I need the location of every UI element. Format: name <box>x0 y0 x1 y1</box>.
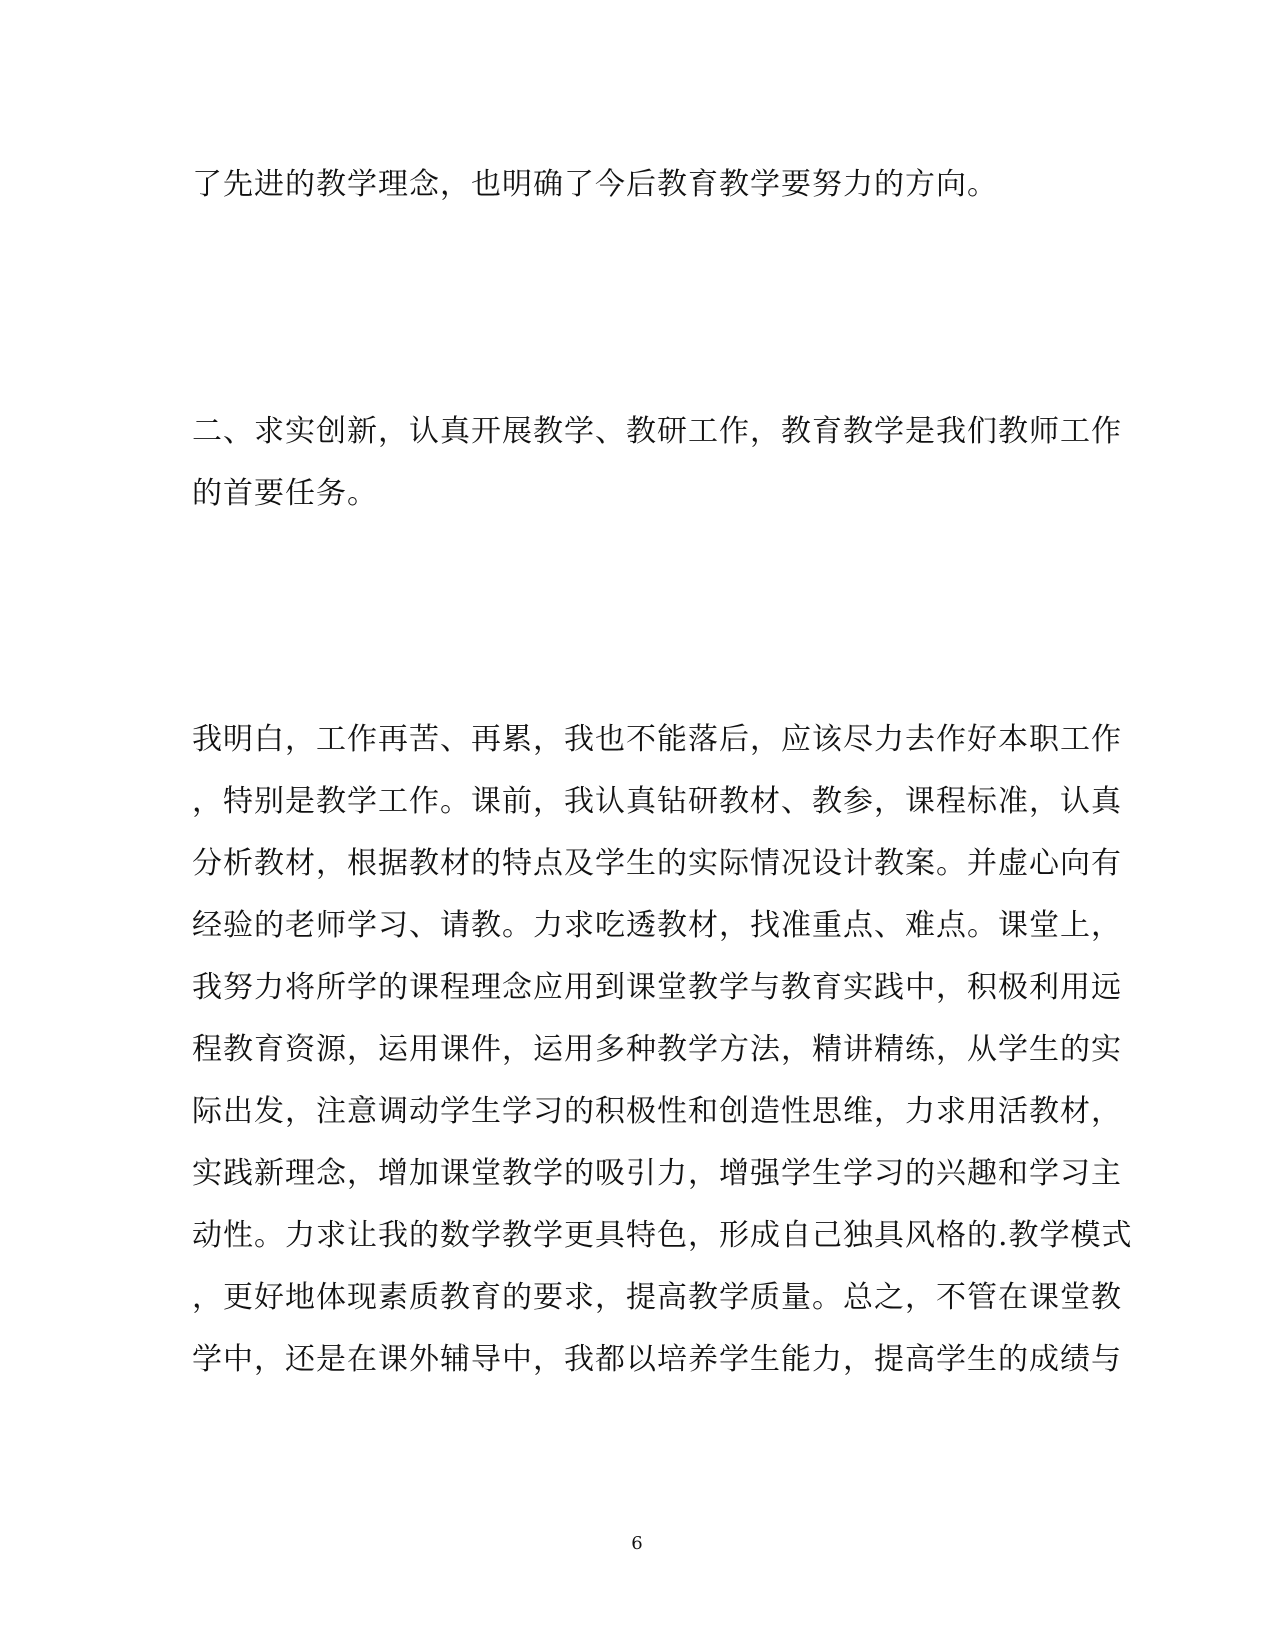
paragraph-3-line-11: 学中，还是在课外辅导中，我都以培养学生能力，提高学生的成绩与 <box>192 1342 1122 1377</box>
paragraph-3-line-6: 程教育资源，运用课件，运用多种教学方法，精讲精练，从学生的实 <box>192 1032 1122 1067</box>
paragraph-2-line-1: 二、求实创新，认真开展教学、教研工作，教育教学是我们教师工作 <box>192 414 1122 449</box>
paragraph-3-line-1: 我明白，工作再苦、再累，我也不能落后，应该尽力去作好本职工作 <box>192 722 1122 757</box>
paragraph-3-line-10: ，更好地体现素质教育的要求，提高教学质量。总之，不管在课堂教 <box>192 1280 1122 1315</box>
paragraph-2-line-2: 的首要任务。 <box>192 476 378 511</box>
paragraph-3-line-3: 分析教材，根据教材的特点及学生的实际情况设计教案。并虚心向有 <box>192 846 1122 881</box>
paragraph-3-line-4: 经验的老师学习、请教。力求吃透教材，找准重点、难点。课堂上， <box>192 908 1122 943</box>
paragraph-3-line-8: 实践新理念，增加课堂教学的吸引力，增强学生学习的兴趣和学习主 <box>192 1156 1122 1191</box>
paragraph-1-line-1: 了先进的教学理念，也明确了今后教育教学要努力的方向。 <box>192 167 998 202</box>
paragraph-3-line-2: ，特别是教学工作。课前，我认真钻研教材、教参，课程标准，认真 <box>192 784 1122 819</box>
paragraph-3-line-5: 我努力将所学的课程理念应用到课堂教学与教育实践中，积极利用远 <box>192 970 1122 1005</box>
paragraph-3-line-9: 动性。力求让我的数学教学更具特色，形成自己独具风格的.教学模式 <box>192 1218 1133 1253</box>
page-number: 6 <box>631 1533 643 1554</box>
paragraph-3-line-7: 际出发，注意调动学生学习的积极性和创造性思维，力求用活教材， <box>192 1094 1122 1129</box>
